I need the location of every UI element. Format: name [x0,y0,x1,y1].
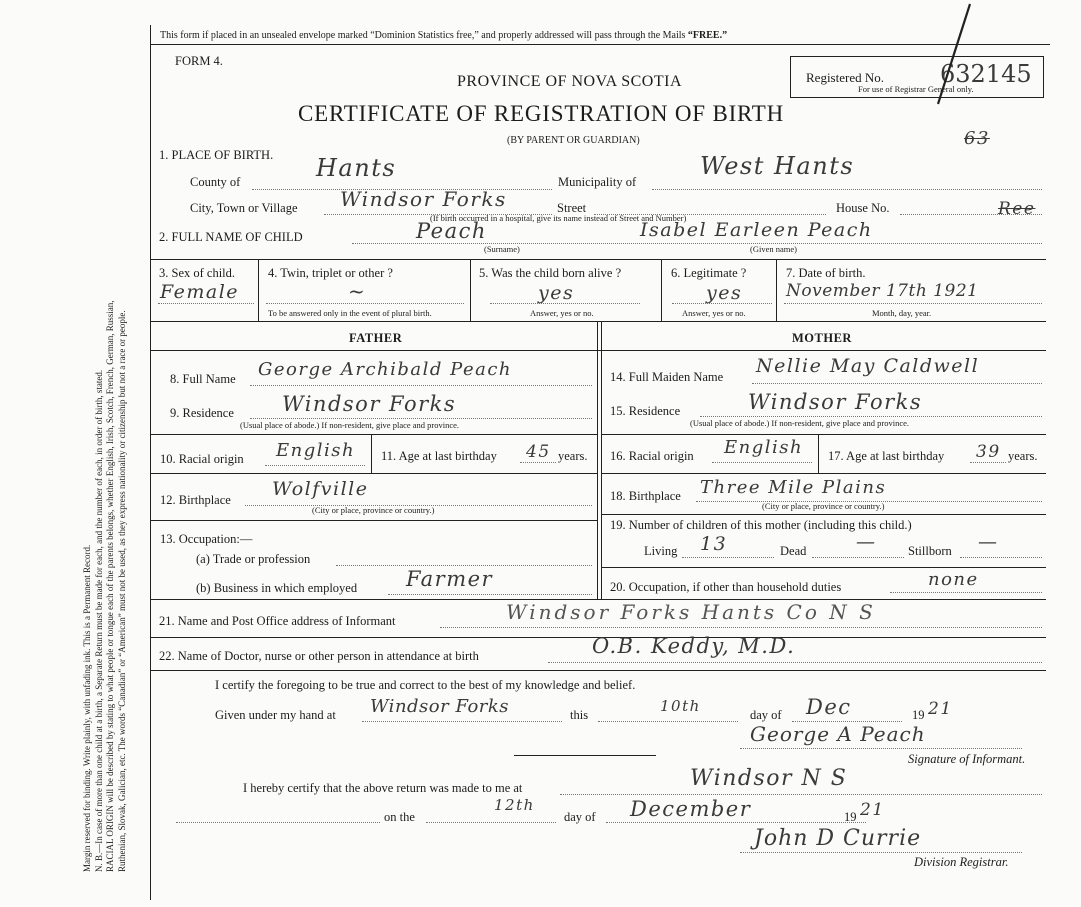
corner-mark: 63 [964,128,990,149]
sex-value: Female [160,281,240,303]
parent-divider-left [597,321,598,599]
child-surname-value: Peach [416,219,487,243]
given-place-line [362,721,562,722]
children-count-label: 19. Number of children of this mother (including this child.) [610,518,912,532]
city-value: Windsor Forks [340,187,507,211]
province-heading: PROVINCE OF NOVA SCOTIA [457,73,683,90]
father-name-value: George Archibald Peach [258,359,513,380]
registered-label: Registered No. [806,70,884,85]
mother-racial-top-rule [601,434,1046,435]
mother-age-line [970,462,1006,463]
father-business-value: Farmer [406,567,494,591]
blank-signature-line [514,755,656,756]
informant-value: Windsor Forks Hants Co N S [506,600,876,624]
father-name-line [250,385,592,386]
living-line [682,557,774,558]
father-age-line [520,462,556,463]
registrar-signature: John D Currie [754,826,922,851]
father-residence-label: 9. Residence [170,406,234,420]
living-label: Living [644,544,678,558]
stillborn-label: Stillborn [908,544,952,558]
mother-years-label: years. [1008,449,1038,463]
dob-line [784,303,1042,304]
mother-racial-line [712,462,812,463]
father-age-value: 45 [526,442,551,462]
doctor-value: O.B. Keddy, M.D. [592,634,796,658]
mother-birthplace-value: Three Mile Plains [700,477,887,498]
father-birthplace-label: 12. Birthplace [160,493,231,507]
mother-age-divider [818,434,819,473]
mother-residence-note: (Usual place of abode.) If non-resident, give place and province. [690,418,910,428]
form-left-border [150,25,151,900]
hospital-note: (If birth occurred in a hospital, give its name instead of Street and Number) [430,213,687,223]
mother-name-line [752,383,1042,384]
registrar-lead-line [176,822,380,823]
father-racial-value: English [276,440,356,461]
mother-name-label: 14. Full Maiden Name [610,370,724,384]
alive-note: Answer, yes or no. [530,308,594,318]
place-of-birth-label: 1. PLACE OF BIRTH. [159,148,274,162]
mother-birthplace-note: (City or place, province or country.) [762,501,885,511]
dob-value: November 17th 1921 [786,281,979,301]
father-racial-line [265,465,365,466]
row3-divider-3 [661,259,662,321]
municipality-line [652,189,1042,190]
child-name-label: 2. FULL NAME OF CHILD [159,230,303,244]
father-trade-line [336,565,592,566]
free-label: “FREE.” [687,30,728,41]
informant-signature: George A Peach [750,722,926,746]
sex-label: 3. Sex of child. [159,266,236,280]
mother-birthplace-label: 18. Birthplace [610,489,681,503]
certify-day-of-label: day of [750,708,782,722]
form-number: FORM 4. [175,54,223,68]
dead-label: Dead [780,544,807,558]
registrar-year-value: 21 [860,800,885,820]
this-label: this [570,708,589,722]
registrar-caption: Division Registrar. [914,855,1009,869]
child-given-value: Isabel Earleen Peach [640,219,873,241]
mother-occupation-line [890,592,1042,593]
certify-statement: I certify the foregoing to be true and correct to the best of my knowledge and belief. [215,678,636,692]
doctor-bottom-rule [150,670,1046,671]
mother-children-bottom-rule [601,567,1046,568]
mother-age-label: 17. Age at last birthday [828,449,945,463]
dead-value: — [856,531,877,553]
alive-label: 5. Was the child born alive ? [479,266,622,280]
margin-notice [82,300,128,872]
father-residence-value: Windsor Forks [282,392,457,416]
father-name-label: 8. Full Name [170,372,236,386]
certify-year-prefix: 19 [912,708,925,722]
dob-note: Month, day, year. [872,308,932,318]
father-residence-note: (Usual place of abode.) If non-resident, give place and province. [240,420,460,430]
father-age-label: 11. Age at last birthday [381,449,497,463]
signature-caption: Signature of Informant. [908,752,1026,766]
father-racial-top-rule [150,434,597,435]
mother-birthplace-bottom-rule [601,514,1046,515]
mother-name-value: Nellie May Caldwell [756,355,980,377]
mother-header: MOTHER [792,331,852,345]
given-caption: (Given name) [750,244,797,254]
registered-note: For use of Registrar General only. [858,84,974,94]
certificate-title: CERTIFICATE OF REGISTRATION OF BIRTH [298,101,785,126]
alive-value: yes [538,282,575,304]
row3-divider-2 [470,259,471,321]
stillborn-value: — [978,531,999,553]
margin-line-2: N. B.—In case of more than one child at a birth, a Separate Return must be made for each, and the number of each, in order of birth, stated. [93,369,104,872]
registrar-day-of-label: day of [564,810,596,824]
parent-header-rule [150,350,1046,351]
row3-divider-4 [776,259,777,321]
county-value: Hants [316,154,397,182]
father-birthplace-bottom-rule [150,520,597,521]
city-label: City, Town or Village [190,201,298,215]
father-business-label: (b) Business in which employed [196,581,358,595]
county-label: County of [190,175,241,189]
father-birthplace-note: (City or place, province or country.) [312,505,435,515]
father-business-line [388,594,592,595]
dead-line [812,557,904,558]
father-trade-label: (a) Trade or profession [196,552,311,566]
registrar-statement: I hereby certify that the above return was made to me at [243,781,523,795]
margin-line-1: Margin reserved for binding. Write plainly, with unfading ink. This is a Permanent Record. [82,544,92,872]
pen-stroke-mark [930,0,980,110]
dob-label: 7. Date of birth. [786,266,866,280]
father-age-divider [371,434,372,473]
legitimate-note: Answer, yes or no. [682,308,746,318]
father-racial-bottom-rule [150,473,597,474]
row3-divider-1 [258,259,259,321]
informant-signature-line [740,748,1022,749]
informant-label: 21. Name and Post Office address of Informant [159,614,396,628]
top-rule [150,44,1050,45]
registrar-day-value: 12th [494,796,535,814]
parent-divider-right [601,321,602,599]
stillborn-line [960,557,1042,558]
mother-occupation-value: none [928,569,979,590]
father-occupation-label: 13. Occupation:— [160,532,253,546]
father-header: FATHER [349,331,403,345]
informant-line [440,627,1042,628]
mother-age-value: 39 [976,442,1001,462]
certify-day-line [598,721,738,722]
doctor-label: 22. Name of Doctor, nurse or other person in attendance at birth [159,649,479,663]
child-name-line [352,243,1042,244]
registered-number: 632145 [940,60,1032,88]
house-value: Ree [998,199,1036,219]
surname-caption: (Surname) [484,244,520,254]
margin-line-3: RACIAL ORIGIN will be described by stating to what people or tongue each of the parents belongs, whether English, Irish, Scotch, French, German, Russian, [105,300,115,872]
registrar-signature-line [740,852,1022,853]
twin-label: 4. Twin, triplet or other ? [268,266,393,280]
twin-value: ~ [348,279,367,303]
certificate-subtitle: (BY PARENT OR GUARDIAN) [507,135,640,146]
father-residence-line [250,418,592,419]
twin-note: To be answered only in the event of plural birth. [268,308,432,318]
father-racial-label: 10. Racial origin [160,452,244,466]
registrar-place-line [560,794,1042,795]
street-label: Street [557,201,587,215]
legitimate-value: yes [706,282,743,304]
municipality-value: West Hants [700,152,855,180]
mother-racial-label: 16. Racial origin [610,449,694,463]
mother-racial-value: English [724,437,804,458]
mother-residence-line [700,416,1042,417]
registrar-on-label: on the [384,810,415,824]
twin-line [266,303,464,304]
mother-racial-bottom-rule [601,473,1046,474]
mother-residence-label: 15. Residence [610,404,681,418]
row3-bottom-rule [150,321,1046,322]
sex-line [158,303,254,304]
father-years-label: years. [558,449,588,463]
mother-residence-value: Windsor Forks [748,390,923,414]
municipality-label: Municipality of [558,175,637,189]
living-value: 13 [700,533,728,555]
registrar-place-value: Windsor N S [690,766,848,791]
row3-top-rule [150,259,1046,260]
top-notice: This form if placed in an unsealed envelope marked “Dominion Statistics free,” and properly addressed will pass through the Mails “FREE.” [160,30,728,41]
certify-day-value: 10th [660,697,701,715]
house-label: House No. [836,201,890,215]
certify-month-value: Dec [806,695,852,719]
father-birthplace-value: Wolfville [272,478,369,500]
certify-year-value: 21 [928,699,953,719]
registrar-month-line [606,822,866,823]
mother-occupation-label: 20. Occupation, if other than household duties [610,580,842,594]
registrar-month-value: December [630,797,752,821]
registrar-year-prefix: 19 [844,810,857,824]
legitimate-label: 6. Legitimate ? [671,266,747,280]
given-label: Given under my hand at [215,708,336,722]
registrar-day-line [426,822,556,823]
given-place-value: Windsor Forks [370,696,510,717]
doctor-line [548,662,1042,663]
margin-line-4: Ruthenian, Slovak, Galician, etc. The words “Canadian” or “American” must not be used, as they express nationality or citizenship but not a race or people. [116,310,127,872]
